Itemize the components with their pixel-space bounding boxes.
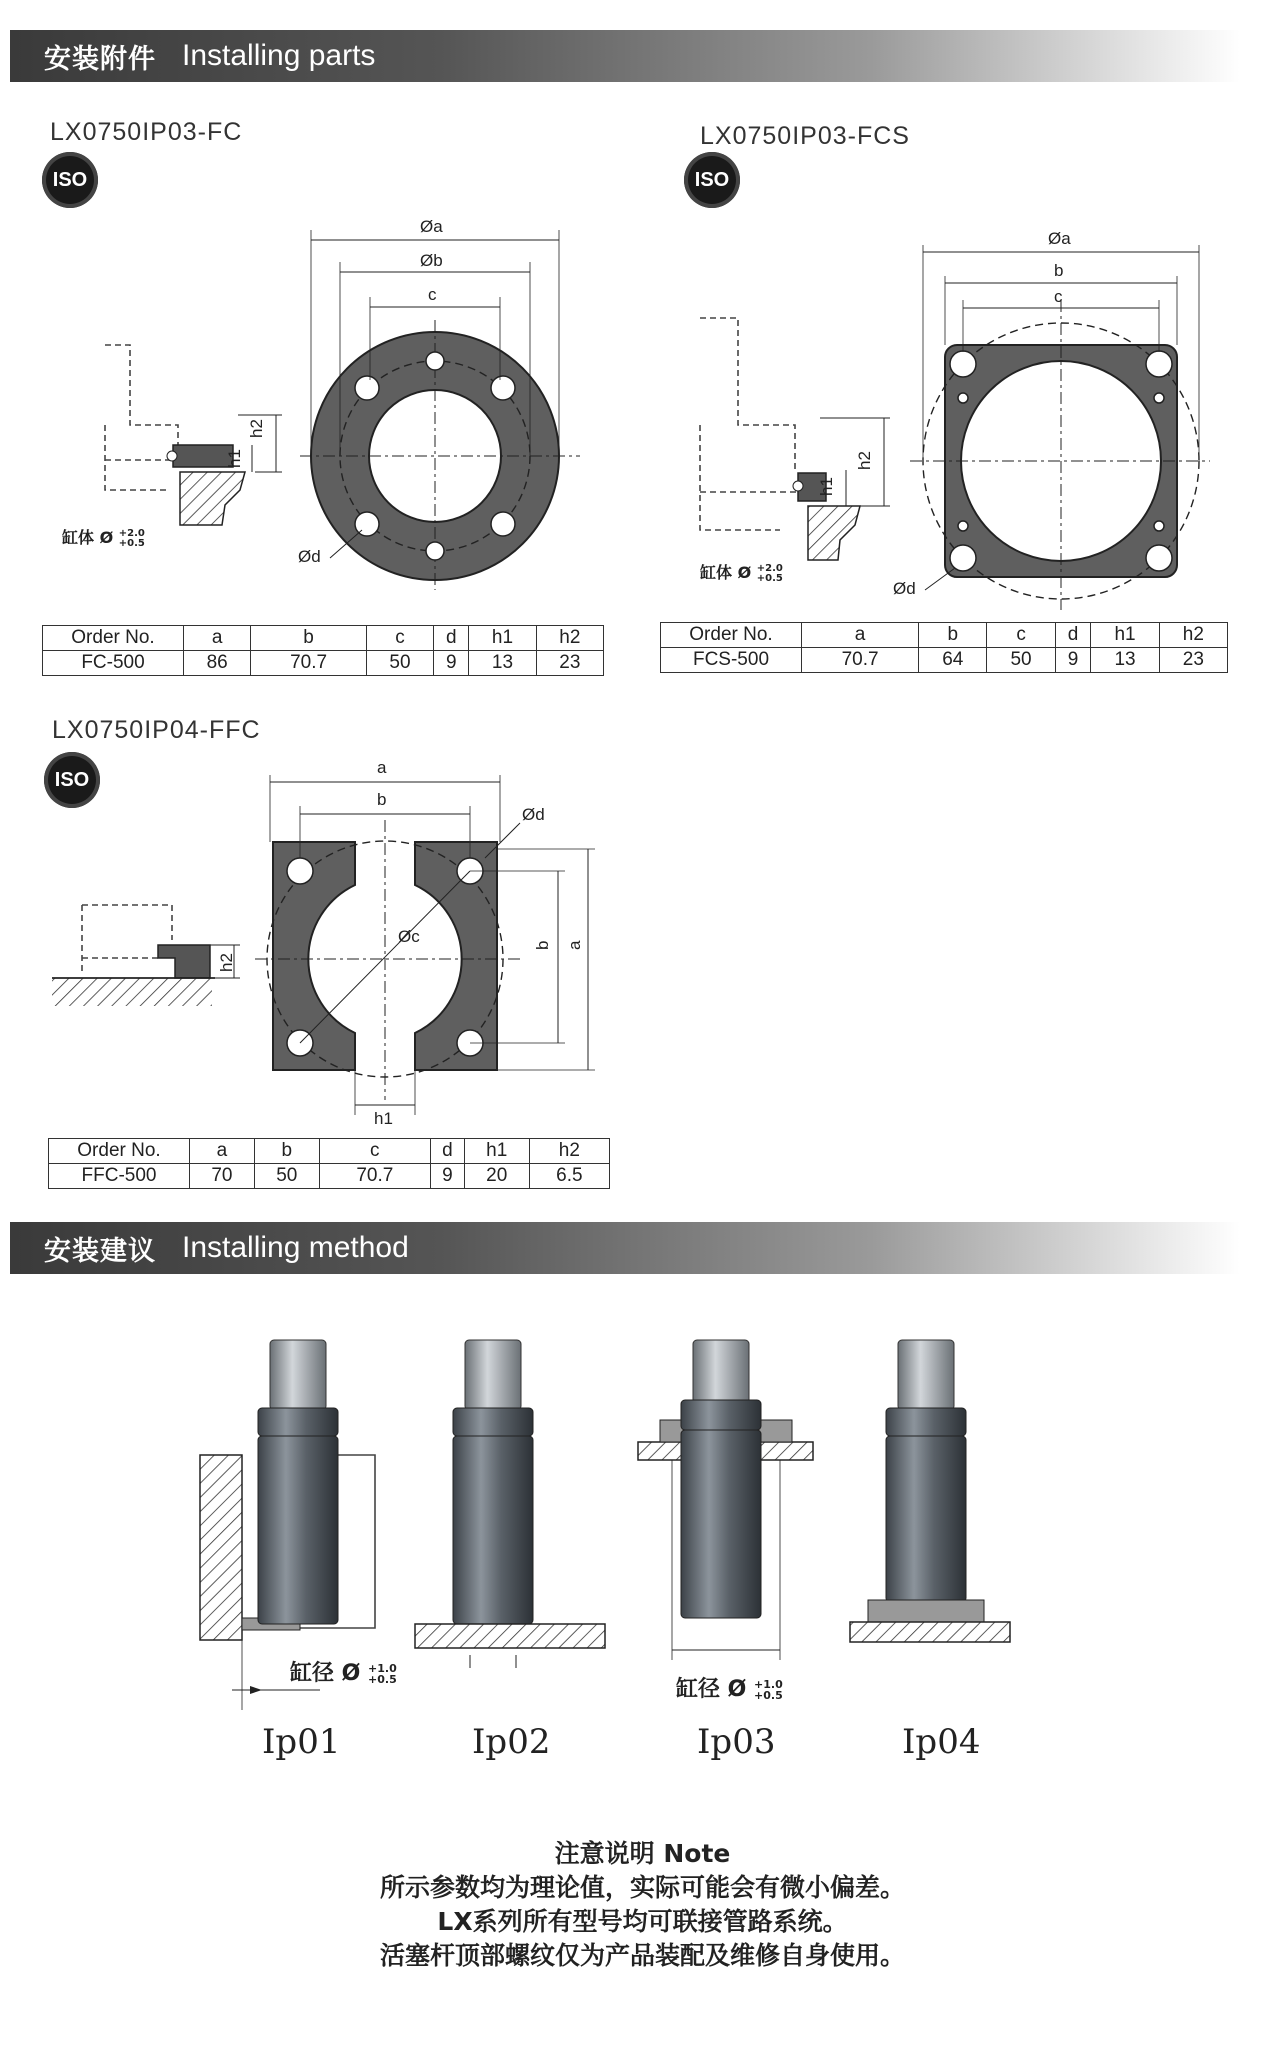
ffc-spec-table (48, 1138, 610, 1189)
table-cell: FFC-500 (49, 1164, 190, 1189)
table-row (49, 1164, 610, 1189)
ip01-bore-label: 缸径 Ø +1.0 +0.5 (290, 1661, 397, 1686)
table-header-cell: b (251, 626, 367, 651)
ffc-dim-a-side-label: a (565, 940, 584, 950)
ffc-dim-d-label: Ød (522, 805, 545, 824)
table-cell: 13 (469, 651, 536, 676)
table-header-cell: a (184, 626, 251, 651)
table-row (661, 648, 1228, 673)
table-cell: 64 (919, 648, 987, 673)
ffc-dim-h1-label: h1 (374, 1109, 393, 1128)
fcs-product-code: LX0750IP03-FCS (700, 122, 910, 150)
ffc-dim-h2-label: h2 (217, 953, 236, 972)
fcs-dim-d-label: Ød (893, 579, 916, 598)
table-header-cell: d (434, 626, 469, 651)
table-header-cell: Order No. (43, 626, 184, 651)
table-cell: 70.7 (251, 651, 367, 676)
table-cell: 70.7 (319, 1164, 430, 1189)
ffc-dim-b-side-label: b (533, 940, 552, 950)
table-header-cell: Order No. (661, 623, 802, 648)
method-ip04-drawing (850, 1340, 1010, 1642)
fc-dim-a-label: Øa (420, 217, 443, 236)
fc-drawing (105, 217, 580, 590)
ffc-product-code: LX0750IP04-FFC (52, 716, 261, 744)
fcs-spec-table (660, 622, 1228, 673)
table-header-cell: d (1055, 623, 1091, 648)
note-line-1: 所示参数均为理论值，实际可能会有微小偏差。 (379, 1873, 905, 1902)
table-header-cell: a (190, 1139, 255, 1164)
table-header-cell: b (919, 623, 987, 648)
table-cell: 9 (1055, 648, 1091, 673)
section-title-en: Installing parts (182, 39, 376, 72)
fc-dim-b-label: Øb (420, 251, 443, 270)
table-header-row (661, 623, 1228, 648)
fcs-dim-c-label: c (1054, 287, 1063, 306)
section-banner-installing-method (10, 1222, 1240, 1274)
table-cell: 9 (430, 1164, 464, 1189)
table-header-cell: c (366, 626, 433, 651)
fcs-dim-h2-label: h2 (855, 451, 874, 470)
table-header-cell: h1 (1091, 623, 1159, 648)
fc-dim-h1-label: h1 (225, 449, 244, 468)
iso-badge-icon: ISO (42, 152, 98, 208)
fcs-bore-label: 缸体 Ø +2.0 +0.5 (700, 562, 783, 584)
iso-badge-icon: ISO (684, 152, 740, 208)
section-title-en: Installing method (182, 1231, 409, 1264)
table-header-cell: a (802, 623, 919, 648)
method-label-ip03: Ip03 (697, 1722, 776, 1762)
method-ip02-drawing (415, 1340, 605, 1668)
fc-product-code: LX0750IP03-FC (50, 118, 243, 146)
fc-dim-c-label: c (428, 285, 437, 304)
table-cell: 13 (1091, 648, 1159, 673)
table-cell: 86 (184, 651, 251, 676)
fc-spec-table (42, 625, 604, 676)
table-header-row (49, 1139, 610, 1164)
table-header-row (43, 626, 604, 651)
table-cell: 70.7 (802, 648, 919, 673)
table-cell: 6.5 (529, 1164, 609, 1189)
section-title-cn: 安装建议 (44, 1235, 156, 1267)
note-line-3: 活塞杆顶部螺纹仅为产品装配及维修自身使用。 (379, 1941, 905, 1970)
fcs-drawing (700, 229, 1210, 610)
method-label-ip01: Ip01 (262, 1722, 341, 1762)
table-cell: 50 (366, 651, 433, 676)
table-header-cell: h2 (536, 626, 603, 651)
ip03-bore-label: 缸径 Ø +1.0 +0.5 (676, 1677, 783, 1702)
table-cell: FC-500 (43, 651, 184, 676)
fc-dim-h2-label: h2 (247, 419, 266, 438)
table-header-cell: d (430, 1139, 464, 1164)
fcs-dim-h1-label: h1 (817, 477, 836, 496)
table-header-cell: Order No. (49, 1139, 190, 1164)
method-label-ip02: Ip02 (472, 1722, 551, 1762)
table-cell: 9 (434, 651, 469, 676)
table-header-cell: h1 (469, 626, 536, 651)
table-cell: 23 (536, 651, 603, 676)
table-header-cell: h2 (529, 1139, 609, 1164)
note-title: 注意说明 Note (554, 1839, 731, 1868)
ffc-dim-a-label: a (377, 758, 387, 777)
ffc-drawing (52, 758, 595, 1128)
ffc-dim-c-label: Øc (398, 927, 420, 946)
table-cell: 70 (190, 1164, 255, 1189)
fcs-dim-a-label: Øa (1048, 229, 1071, 248)
note-line-2: LX系列所有型号均可联接管路系统。 (437, 1907, 848, 1936)
fc-bore-label: 缸体 Ø +2.0 +0.5 (62, 527, 145, 549)
method-ip01-drawing (200, 1340, 375, 1710)
iso-badge-icon: ISO (44, 752, 100, 808)
section-title-cn: 安装附件 (44, 43, 156, 75)
table-header-cell: h2 (1159, 623, 1227, 648)
ffc-dim-b-label: b (377, 790, 387, 809)
method-label-ip04: Ip04 (902, 1722, 981, 1762)
table-header-cell: c (987, 623, 1055, 648)
table-header-cell: c (319, 1139, 430, 1164)
table-header-cell: h1 (464, 1139, 529, 1164)
table-cell: 50 (987, 648, 1055, 673)
table-cell: 23 (1159, 648, 1227, 673)
table-header-cell: b (254, 1139, 319, 1164)
table-cell: 20 (464, 1164, 529, 1189)
table-row (43, 651, 604, 676)
fcs-dim-b-label: b (1054, 261, 1064, 280)
table-cell: FCS-500 (661, 648, 802, 673)
method-ip03-drawing (638, 1340, 813, 1660)
table-cell: 50 (254, 1164, 319, 1189)
fc-dim-d-label: Ød (298, 547, 321, 566)
